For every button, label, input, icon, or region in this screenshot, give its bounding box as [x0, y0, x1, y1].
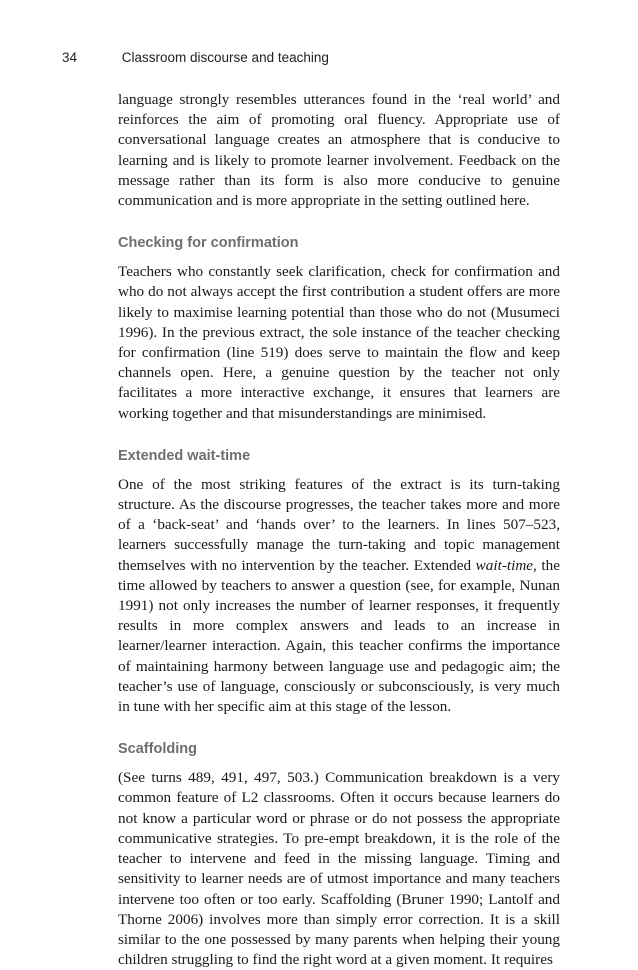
paragraph-text: One of the most striking features of the extract is its turn-taking structure. As the discourse progresses, the teacher takes more and more of a ‘back-seat’ and ‘hands over’ to the learners. In lines 507–523, learners successfully manage the turn-taking and topic management themselves with no intervention by the teacher. Extended	[118, 475, 560, 574]
page-body	[118, 90, 560, 970]
section-paragraph-scaffolding: (See turns 489, 491, 497, 503.) Communication breakdown is a very common feature of L2 classrooms. Often it occurs because learners do not know a particular word or phrase or do not possess the appropriate communicative strategies. To pre-empt breakdown, it is the role of the teacher to intervene and feed in the missing language. Timing and sensitivity to learner needs are of utmost importance and many teachers intervene too often or too early. Scaffolding (Bruner 1990; Lantolf and Thorne 2006) involves more than simply error correction. It is a skill similar to the one possessed by many parents when helping their young children struggling to find the right word at a given moment. It requires	[118, 769, 560, 969]
running-head	[62, 50, 329, 65]
section-heading-wait-time: Extended wait-time	[118, 447, 251, 464]
section-heading-checking: Checking for confirmation	[118, 235, 299, 252]
section-paragraph-wait-time	[118, 475, 560, 717]
section-heading-scaffolding: Scaffolding	[118, 741, 197, 758]
emphasis-term: wait-time	[475, 556, 534, 574]
paragraph-text: , the time allowed by teachers to answer a question (see, for example, Nunan 1991) not only increases the number of learner responses, it frequently results in more complex answers and leads to an increase in learner/learner interaction. Again, this teacher confirms the importance of maintaining harmony between language use and pedagogic aim; the teacher’s use of language, consciously or subconsciously, is very much in tune with her specific aim at this stage of the lesson.	[118, 556, 560, 716]
page-number: 34	[62, 50, 78, 65]
intro-paragraph: language strongly resembles utterances found in the ‘real world’ and reinforces the aim of promoting oral fluency. Appropriate use of conversational language creates an atmosphere that is conducive to learning and is likely to promote learner involvement. Feedback on the message rather than its form is also more conducive to genuine communication and is more appropriate in the setting outlined here.	[118, 91, 560, 210]
running-title: Classroom discourse and teaching	[121, 50, 329, 65]
section-paragraph-checking: Teachers who constantly seek clarification, check for confirmation and who do not always accept the first contribution a student offers are more likely to maximise learning potential than those who do not (Musumeci 1996). In the previous extract, the sole instance of the teacher checking for confirmation (line 519) does serve to maintain the flow and keep channels open. Here, a genuine question by the teacher not only facilitates a more interactive exchange, it ensures that learners are working together and that misunderstandings are minimised.	[118, 263, 560, 422]
